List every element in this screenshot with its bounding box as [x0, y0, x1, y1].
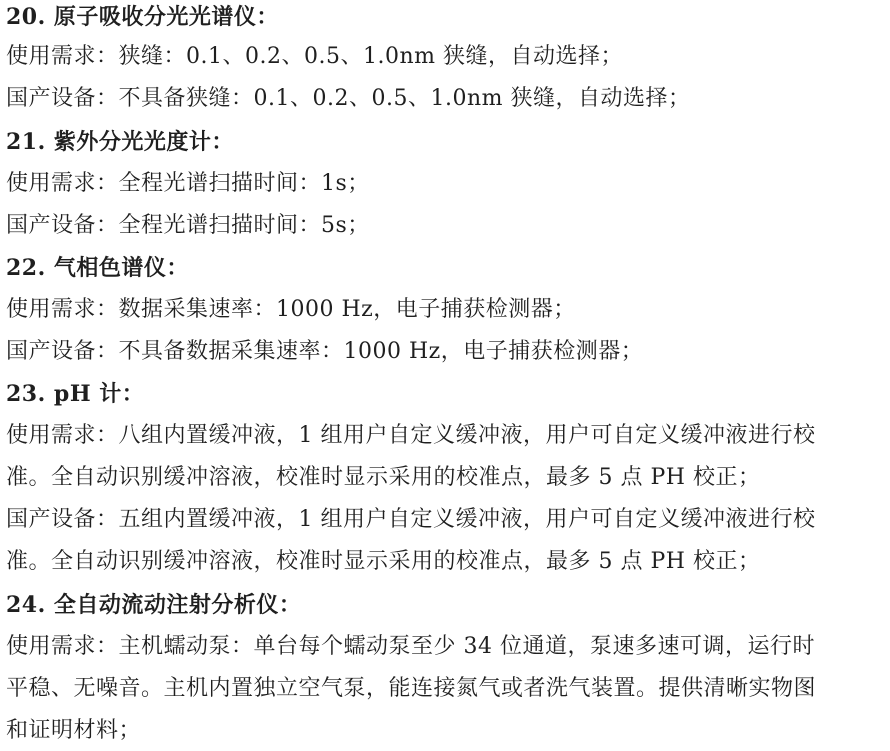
- section-20-heading: 20. 原子吸收分光光谱仪：: [6, 4, 279, 30]
- section-20-need: 使用需求：狭缝：0.1、0.2、0.5、1.0nm 狭缝，自动选择；: [6, 44, 623, 69]
- section-20-domestic: 国产设备：不具备狭缝：0.1、0.2、0.5、1.0nm 狭缝，自动选择；: [6, 86, 691, 111]
- section-24-need-line-2: 平稳、无噪音。主机内置独立空气泵，能连接氮气或者洗气装置。提供清晰实物图: [6, 676, 817, 701]
- section-22-need: 使用需求：数据采集速率：1000 Hz，电子捕获检测器；: [6, 297, 576, 322]
- section-23-need-line-2: 准。全自动识别缓冲溶液，校准时显示采用的校准点，最多 5 点 PH 校正；: [6, 465, 761, 490]
- section-22-domestic: 国产设备：不具备数据采集速率：1000 Hz，电子捕获检测器；: [6, 339, 644, 364]
- section-23-domestic-line-1: 国产设备：五组内置缓冲液，1 组用户自定义缓冲液，用户可自定义缓冲液进行校: [6, 507, 816, 532]
- section-24-need-line-1: 使用需求：主机蠕动泵：单台每个蠕动泵至少 34 位通道，泵速多速可调，运行时: [6, 634, 815, 659]
- section-23-domestic-line-2: 准。全自动识别缓冲溶液，校准时显示采用的校准点，最多 5 点 PH 校正；: [6, 549, 761, 574]
- section-21-heading: 21. 紫外分光光度计：: [6, 129, 234, 155]
- section-24-heading: 24. 全自动流动注射分析仪：: [6, 592, 302, 618]
- section-21-domestic: 国产设备：全程光谱扫描时间：5s；: [6, 213, 370, 238]
- section-23-need-line-1: 使用需求：八组内置缓冲液，1 组用户自定义缓冲液，用户可自定义缓冲液进行校: [6, 423, 816, 448]
- section-24-need-line-3: 和证明材料；: [6, 718, 142, 743]
- section-22-heading: 22. 气相色谱仪：: [6, 255, 189, 281]
- section-21-need: 使用需求：全程光谱扫描时间：1s；: [6, 171, 370, 196]
- section-23-heading: 23. pH 计：: [6, 381, 145, 407]
